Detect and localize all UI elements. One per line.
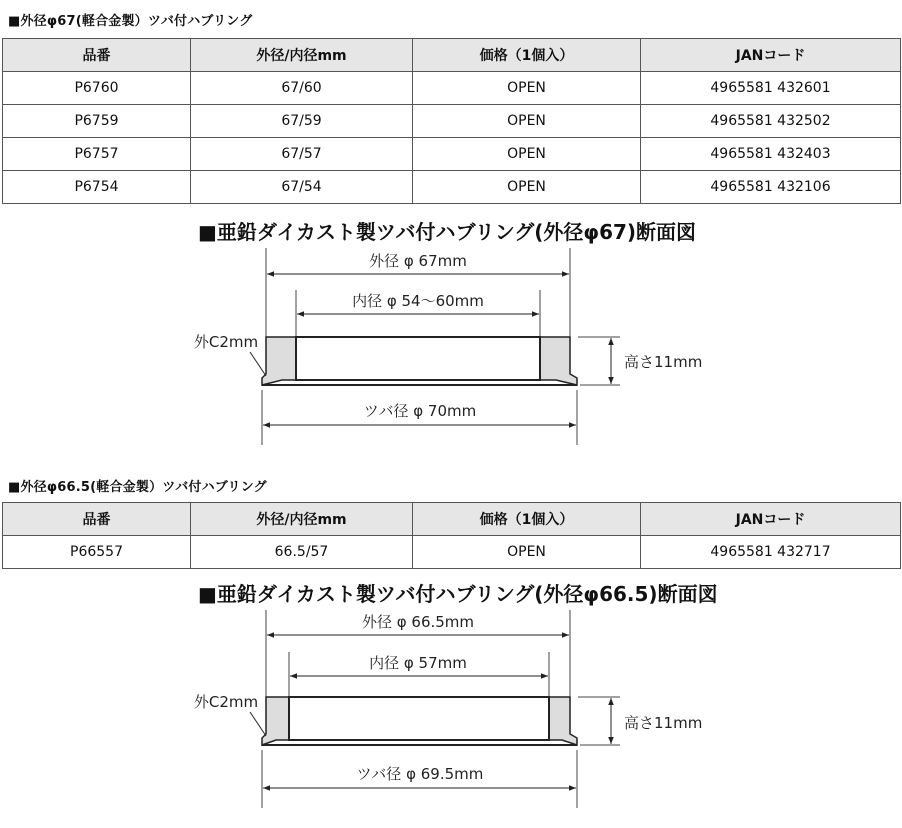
col-header-price: 価格（1個入） [413, 503, 641, 536]
cell-jan: 4965581 432601 [641, 72, 901, 105]
cell-jan: 4965581 432717 [641, 536, 901, 569]
diagram2-title: ■亜鉛ダイカスト製ツバ付ハブリング(外径φ66.5)断面図 [198, 582, 718, 606]
table-row [3, 105, 901, 138]
cell-diameter: 67/60 [191, 72, 413, 105]
flange-diameter-label: ツバ径 φ 70mm [363, 402, 477, 420]
table-row [3, 72, 901, 105]
ring-bore [296, 337, 540, 380]
col-header-part-no: 品番 [3, 39, 191, 72]
table-header-row [3, 39, 901, 72]
cell-jan: 4965581 432106 [641, 171, 901, 204]
table-row [3, 536, 901, 569]
col-header-jan: JANコード [641, 503, 901, 536]
section2-title: ■外径φ66.5(軽合金製）ツバ付ハブリング [8, 480, 267, 495]
chamfer-leader [250, 712, 266, 736]
chamfer-label: 外C2mm [193, 693, 259, 711]
section1-title: ■外径φ67(軽合金製）ツバ付ハブリング [8, 14, 253, 29]
cell-price: OPEN [413, 536, 641, 569]
cell-part-no: P6754 [3, 171, 191, 204]
height-label: 高さ11mm [624, 714, 703, 732]
ring-right-section [549, 697, 577, 745]
cell-price: OPEN [413, 138, 641, 171]
cell-diameter: 67/57 [191, 138, 413, 171]
cell-jan: 4965581 432403 [641, 138, 901, 171]
height-label: 高さ11mm [624, 353, 703, 371]
col-header-diameter: 外径/内径mm [191, 39, 413, 72]
outer-diameter-label: 外径 φ 67mm [369, 252, 467, 270]
spec-table-67 [2, 38, 901, 204]
flange-diameter-label: ツバ径 φ 69.5mm [356, 765, 484, 783]
table-header-row [3, 503, 901, 536]
table-row [3, 138, 901, 171]
inner-diameter-label: 内径 φ 57mm [369, 654, 467, 672]
cell-diameter: 67/59 [191, 105, 413, 138]
cell-part-no: P66557 [3, 536, 191, 569]
cell-jan: 4965581 432502 [641, 105, 901, 138]
cell-part-no: P6759 [3, 105, 191, 138]
table-row [3, 171, 901, 204]
cell-price: OPEN [413, 171, 641, 204]
cell-price: OPEN [413, 105, 641, 138]
cell-part-no: P6757 [3, 138, 191, 171]
col-header-price: 価格（1個入） [413, 39, 641, 72]
chamfer-label: 外C2mm [193, 333, 259, 351]
diagram1-title: ■亜鉛ダイカスト製ツバ付ハブリング(外径φ67)断面図 [198, 220, 697, 244]
cross-section-diagram-67 [0, 240, 902, 455]
cross-section-diagram-66-5 [0, 602, 902, 817]
ring-left-section [262, 697, 289, 745]
spec-table-66-5 [2, 502, 901, 569]
outer-diameter-label: 外径 φ 66.5mm [361, 613, 475, 631]
cell-diameter: 67/54 [191, 171, 413, 204]
cell-diameter: 66.5/57 [191, 536, 413, 569]
col-header-part-no: 品番 [3, 503, 191, 536]
col-header-diameter: 外径/内径mm [191, 503, 413, 536]
col-header-jan: JANコード [641, 39, 901, 72]
inner-diameter-label: 内径 φ 54～60mm [352, 292, 484, 310]
ring-bore [289, 697, 549, 740]
ring-right-section [540, 337, 577, 385]
cell-part-no: P6760 [3, 72, 191, 105]
cell-price: OPEN [413, 72, 641, 105]
chamfer-leader [250, 352, 266, 376]
ring-left-section [262, 337, 296, 385]
